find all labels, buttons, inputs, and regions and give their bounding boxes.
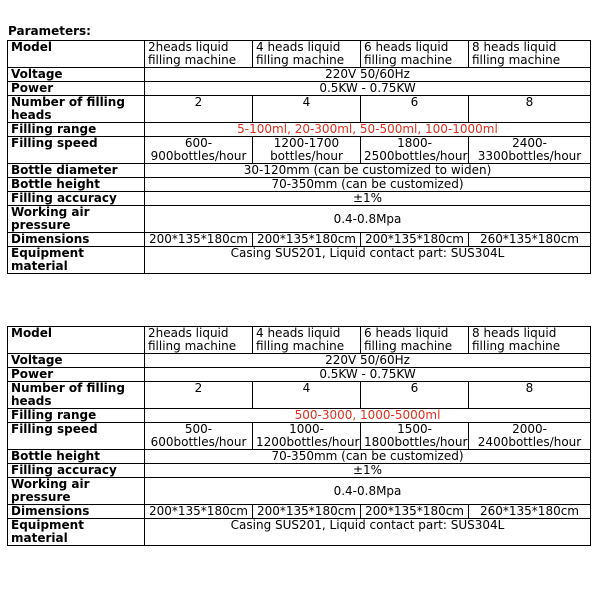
- value-speed-6: 1500- 1800bottles/hour: [361, 423, 469, 450]
- value-speed-4: 1000- 1200bottles/hour: [253, 423, 361, 450]
- label-range: Filling range: [8, 409, 145, 423]
- model-8heads: 8 heads liquid filling machine: [469, 41, 591, 68]
- label-air: Working air pressure: [8, 478, 145, 505]
- label-height: Bottle height: [8, 450, 145, 464]
- model-2heads: 2heads liquid filling machine: [145, 41, 253, 68]
- value-dims-6: 200*135*180cm: [361, 505, 469, 519]
- row-range: [8, 123, 591, 137]
- row-voltage: [8, 68, 591, 82]
- label-voltage: Voltage: [8, 68, 145, 82]
- label-accuracy: Filling accuracy: [8, 464, 145, 478]
- row-heads: [8, 96, 591, 123]
- label-range: Filling range: [8, 123, 145, 137]
- value-power: 0.5KW - 0.75KW: [145, 82, 591, 96]
- label-power: Power: [8, 368, 145, 382]
- model-6heads: 6 heads liquid filling machine: [361, 327, 469, 354]
- row-air: [8, 206, 591, 233]
- value-speed-4: 1200-1700 bottles/hour: [253, 137, 361, 164]
- row-range: [8, 409, 591, 423]
- value-height: 70-350mm (can be customized): [145, 178, 591, 192]
- label-height: Bottle height: [8, 178, 145, 192]
- value-air: 0.4-0.8Mpa: [145, 478, 591, 505]
- value-speed-2: 600- 900bottles/hour: [145, 137, 253, 164]
- value-heads-2: 2: [145, 96, 253, 123]
- value-dims-2: 200*135*180cm: [145, 505, 253, 519]
- value-range: 500-3000, 1000-5000ml: [145, 409, 591, 423]
- row-heads: [8, 382, 591, 409]
- row-dims: [8, 505, 591, 519]
- row-material: [8, 519, 591, 546]
- model-6heads: 6 heads liquid filling machine: [361, 41, 469, 68]
- value-dims-2: 200*135*180cm: [145, 233, 253, 247]
- spec-table-1: [7, 40, 591, 274]
- value-dims-8: 260*135*180cm: [469, 505, 591, 519]
- value-accuracy: ±1%: [145, 464, 591, 478]
- value-heads-6: 6: [361, 382, 469, 409]
- label-air: Working air pressure: [8, 206, 145, 233]
- row-diameter: [8, 164, 591, 178]
- row-voltage: [8, 354, 591, 368]
- value-accuracy: ±1%: [145, 192, 591, 206]
- value-dims-4: 200*135*180cm: [253, 505, 361, 519]
- label-material: Equipment material: [8, 247, 145, 274]
- value-power: 0.5KW - 0.75KW: [145, 368, 591, 382]
- value-heads-2: 2: [145, 382, 253, 409]
- label-heads: Number of filling heads: [8, 96, 145, 123]
- value-dims-4: 200*135*180cm: [253, 233, 361, 247]
- label-model: Model: [8, 41, 145, 68]
- row-accuracy: [8, 192, 591, 206]
- value-heads-6: 6: [361, 96, 469, 123]
- row-model: [8, 327, 591, 354]
- value-heads-4: 4: [253, 96, 361, 123]
- value-speed-6: 1800- 2500bottles/hour: [361, 137, 469, 164]
- spec-table-2: [7, 326, 591, 546]
- label-power: Power: [8, 82, 145, 96]
- label-voltage: Voltage: [8, 354, 145, 368]
- value-speed-8: 2400- 3300bottles/hour: [469, 137, 591, 164]
- value-voltage: 220V 50/60Hz: [145, 68, 591, 82]
- label-model: Model: [8, 327, 145, 354]
- row-speed: [8, 137, 591, 164]
- row-speed: [8, 423, 591, 450]
- row-height: [8, 450, 591, 464]
- parameters-heading: Parameters:: [8, 24, 91, 38]
- value-diameter: 30-120mm (can be customized to widen): [145, 164, 591, 178]
- value-range: 5-100ml, 20-300ml, 50-500ml, 100-1000ml: [145, 123, 591, 137]
- row-model: [8, 41, 591, 68]
- row-height: [8, 178, 591, 192]
- value-material: Casing SUS201, Liquid contact part: SUS304L: [145, 247, 591, 274]
- row-power: [8, 82, 591, 96]
- model-4heads: 4 heads liquid filling machine: [253, 41, 361, 68]
- row-accuracy: [8, 464, 591, 478]
- label-dims: Dimensions: [8, 233, 145, 247]
- label-heads: Number of filling heads: [8, 382, 145, 409]
- value-heads-8: 8: [469, 382, 591, 409]
- label-speed: Filling speed: [8, 423, 145, 450]
- model-2heads: 2heads liquid filling machine: [145, 327, 253, 354]
- value-speed-8: 2000- 2400bottles/hour: [469, 423, 591, 450]
- label-material: Equipment material: [8, 519, 145, 546]
- row-material: [8, 247, 591, 274]
- row-power: [8, 368, 591, 382]
- value-speed-2: 500- 600bottles/hour: [145, 423, 253, 450]
- label-diameter: Bottle diameter: [8, 164, 145, 178]
- row-air: [8, 478, 591, 505]
- value-dims-8: 260*135*180cm: [469, 233, 591, 247]
- model-4heads: 4 heads liquid filling machine: [253, 327, 361, 354]
- value-heads-4: 4: [253, 382, 361, 409]
- value-voltage: 220V 50/60Hz: [145, 354, 591, 368]
- value-heads-8: 8: [469, 96, 591, 123]
- label-dims: Dimensions: [8, 505, 145, 519]
- value-dims-6: 200*135*180cm: [361, 233, 469, 247]
- value-air: 0.4-0.8Mpa: [145, 206, 591, 233]
- row-dims: [8, 233, 591, 247]
- label-speed: Filling speed: [8, 137, 145, 164]
- label-accuracy: Filling accuracy: [8, 192, 145, 206]
- value-material: Casing SUS201, Liquid contact part: SUS304L: [145, 519, 591, 546]
- model-8heads: 8 heads liquid filling machine: [469, 327, 591, 354]
- value-height: 70-350mm (can be customized): [145, 450, 591, 464]
